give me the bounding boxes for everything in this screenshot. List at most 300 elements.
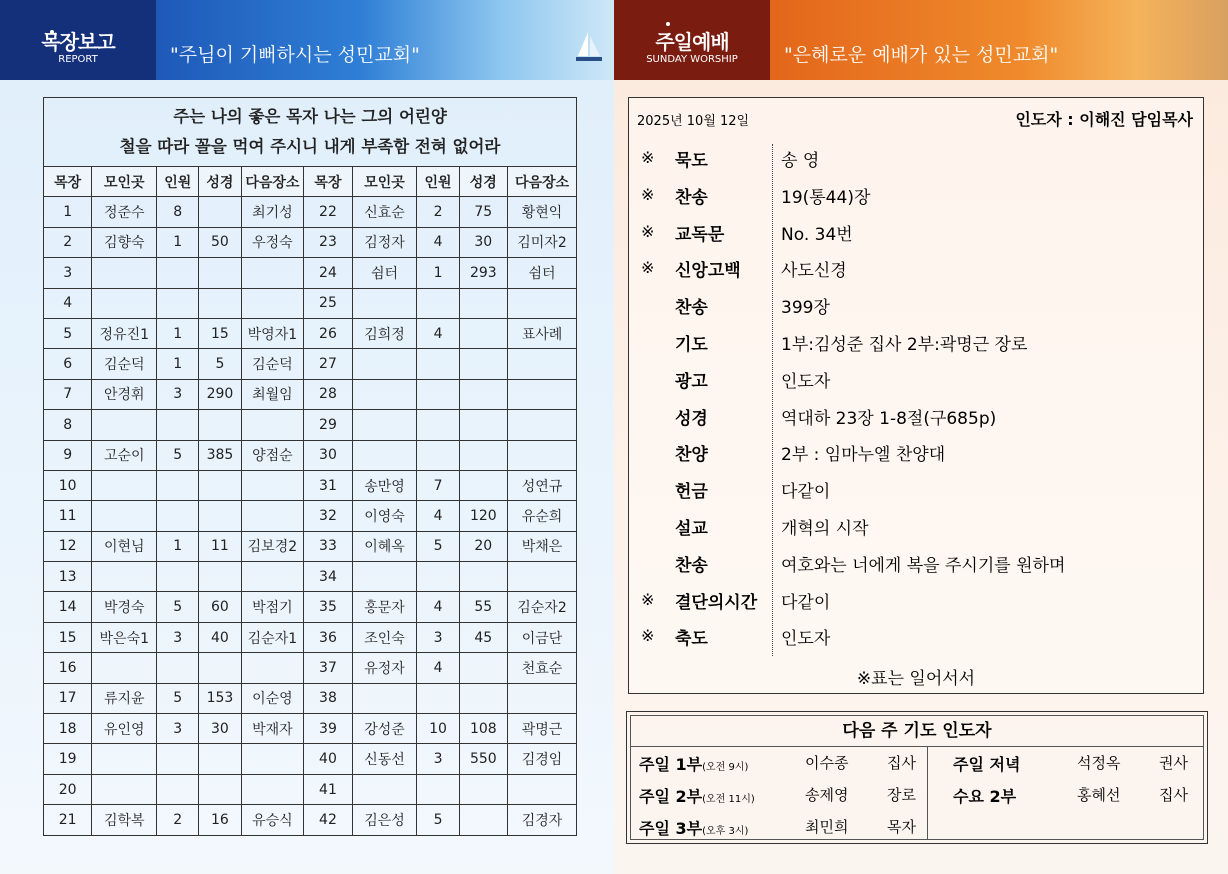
table-cell: 28 bbox=[304, 379, 352, 409]
table-cell: 15 bbox=[44, 622, 92, 652]
table-cell: 신동선 bbox=[352, 744, 417, 774]
table-cell: 김순자2 bbox=[507, 592, 576, 622]
table-row bbox=[44, 318, 577, 348]
program-value: 여호와는 너에게 복을 주시기를 원하며 bbox=[781, 555, 1066, 576]
report-header-row bbox=[44, 167, 577, 197]
table-cell: 14 bbox=[44, 592, 92, 622]
table-cell bbox=[157, 744, 199, 774]
table-cell bbox=[157, 501, 199, 531]
program-item bbox=[629, 324, 1203, 360]
table-row bbox=[44, 531, 577, 561]
table-row bbox=[44, 622, 577, 652]
table-cell: 45 bbox=[459, 622, 507, 652]
prayer-name: 최민희 bbox=[805, 818, 849, 836]
column-header: 목장 bbox=[44, 167, 92, 197]
worship-motto: "은혜로운 예배가 있는 성민교회" bbox=[784, 44, 1059, 66]
prayer-role: 목자 bbox=[887, 818, 916, 836]
table-row bbox=[44, 440, 577, 470]
table-cell bbox=[241, 288, 304, 318]
table-cell: 유승식 bbox=[241, 805, 304, 835]
program-label: 기도 bbox=[675, 335, 708, 355]
stand-mark: ※ bbox=[641, 221, 655, 241]
table-cell: 16 bbox=[199, 805, 241, 835]
table-cell: 5 bbox=[157, 683, 199, 713]
table-cell: 이순영 bbox=[241, 683, 304, 713]
table-cell: 60 bbox=[199, 592, 241, 622]
table-cell: 6 bbox=[44, 349, 92, 379]
table-cell: 17 bbox=[44, 683, 92, 713]
table-cell bbox=[92, 774, 157, 804]
table-cell: 김순덕 bbox=[92, 349, 157, 379]
table-cell bbox=[417, 288, 459, 318]
table-cell bbox=[352, 379, 417, 409]
table-cell bbox=[459, 288, 507, 318]
table-cell: 22 bbox=[304, 197, 352, 227]
table-cell bbox=[157, 258, 199, 288]
table-cell: 신효순 bbox=[352, 197, 417, 227]
table-cell: 성연규 bbox=[507, 470, 576, 500]
report-header-bar bbox=[156, 0, 614, 80]
program-label: 찬양 bbox=[675, 445, 708, 466]
table-row bbox=[44, 562, 577, 592]
table-cell: 8 bbox=[157, 197, 199, 227]
program-value: 인도자 bbox=[781, 629, 831, 650]
table-cell: 42 bbox=[304, 805, 352, 835]
worship-program bbox=[628, 97, 1204, 694]
table-cell: 550 bbox=[459, 744, 507, 774]
program-label: 찬송 bbox=[675, 298, 708, 319]
table-cell bbox=[459, 470, 507, 500]
table-cell bbox=[352, 410, 417, 440]
table-cell bbox=[199, 501, 241, 531]
table-cell: 4 bbox=[417, 592, 459, 622]
prayer-role: 집사 bbox=[887, 754, 916, 772]
table-cell bbox=[92, 562, 157, 592]
table-cell: 김순자1 bbox=[241, 622, 304, 652]
prayer-leaders-box bbox=[626, 711, 1208, 844]
table-cell: 24 bbox=[304, 258, 352, 288]
report-table bbox=[43, 97, 577, 836]
table-cell: 290 bbox=[199, 379, 241, 409]
table-cell bbox=[352, 288, 417, 318]
table-cell: 3 bbox=[44, 258, 92, 288]
table-row bbox=[44, 592, 577, 622]
table-cell bbox=[507, 774, 576, 804]
table-cell bbox=[352, 440, 417, 470]
prayer-name: 송제영 bbox=[805, 786, 849, 804]
program-value: 다같이 bbox=[781, 592, 831, 613]
table-cell bbox=[92, 470, 157, 500]
table-row bbox=[44, 379, 577, 409]
table-cell: 36 bbox=[304, 622, 352, 652]
column-header: 다음장소 bbox=[241, 167, 304, 197]
table-cell bbox=[199, 470, 241, 500]
table-cell: 홍문자 bbox=[352, 592, 417, 622]
table-row bbox=[44, 774, 577, 804]
program-item bbox=[629, 508, 1203, 544]
program-value: 19(통44)장 bbox=[781, 187, 871, 208]
table-cell: 33 bbox=[304, 531, 352, 561]
table-cell: 김정자 bbox=[352, 227, 417, 257]
table-cell: 30 bbox=[304, 440, 352, 470]
program-label: 신앙고백 bbox=[675, 261, 741, 282]
table-cell bbox=[459, 349, 507, 379]
table-cell: 최기성 bbox=[241, 197, 304, 227]
worship-badge-subtitle: SUNDAY WORSHIP bbox=[646, 54, 738, 65]
table-cell: 김향숙 bbox=[92, 227, 157, 257]
table-cell: 우정숙 bbox=[241, 227, 304, 257]
program-label: 광고 bbox=[675, 371, 708, 392]
table-cell bbox=[92, 258, 157, 288]
table-cell: 최월임 bbox=[241, 379, 304, 409]
table-cell: 김보경2 bbox=[241, 531, 304, 561]
table-cell: 10 bbox=[417, 714, 459, 744]
report-body bbox=[44, 197, 577, 835]
stand-mark: ※ bbox=[641, 148, 655, 167]
table-cell: 11 bbox=[199, 531, 241, 561]
program-label: 찬송 bbox=[675, 187, 708, 208]
table-cell: 1 bbox=[157, 227, 199, 257]
program-value: 인도자 bbox=[781, 371, 831, 392]
stand-mark: ※ bbox=[641, 626, 655, 646]
program-value: 399장 bbox=[781, 298, 830, 319]
table-cell bbox=[199, 258, 241, 288]
table-cell: 5 bbox=[157, 592, 199, 622]
table-cell: 34 bbox=[304, 562, 352, 592]
table-cell: 3 bbox=[157, 379, 199, 409]
stand-mark: ※ bbox=[641, 258, 655, 278]
table-cell bbox=[199, 744, 241, 774]
table-cell: 35 bbox=[304, 592, 352, 622]
program-label: 헌금 bbox=[675, 482, 708, 503]
table-cell bbox=[157, 653, 199, 683]
program-item bbox=[629, 287, 1203, 323]
program-item bbox=[629, 140, 1203, 176]
program-item bbox=[629, 545, 1203, 581]
table-cell bbox=[92, 744, 157, 774]
table-cell: 7 bbox=[44, 379, 92, 409]
prayer-divider bbox=[927, 746, 928, 839]
program-item bbox=[629, 250, 1203, 286]
table-cell: 10 bbox=[44, 470, 92, 500]
program-item bbox=[629, 471, 1203, 507]
service-name: 주일 3부 bbox=[639, 819, 703, 838]
program-item bbox=[629, 582, 1203, 618]
table-cell bbox=[507, 562, 576, 592]
report-title bbox=[44, 98, 577, 167]
table-cell bbox=[241, 653, 304, 683]
table-row bbox=[44, 288, 577, 318]
table-row bbox=[44, 197, 577, 227]
program-label: 묵도 bbox=[675, 151, 708, 171]
program-value: 송 영 bbox=[781, 151, 820, 171]
table-cell bbox=[157, 774, 199, 804]
table-cell: 9 bbox=[44, 440, 92, 470]
table-cell: 40 bbox=[199, 622, 241, 652]
column-header: 목장 bbox=[304, 167, 352, 197]
program-item bbox=[629, 177, 1203, 213]
table-cell: 4 bbox=[417, 501, 459, 531]
table-cell: 18 bbox=[44, 714, 92, 744]
program-value: 사도신경 bbox=[781, 261, 847, 282]
table-cell bbox=[459, 774, 507, 804]
prayer-name: 홍혜선 bbox=[1077, 786, 1121, 804]
sailboat-icon bbox=[574, 30, 604, 64]
service-time: (오전 9시) bbox=[702, 762, 749, 773]
standing-note: ※표는 일어서서 bbox=[856, 669, 976, 689]
table-cell: 38 bbox=[304, 683, 352, 713]
table-cell: 이영숙 bbox=[352, 501, 417, 531]
prayer-name: 이수종 bbox=[805, 754, 849, 772]
table-cell: 1 bbox=[157, 318, 199, 348]
table-cell bbox=[417, 683, 459, 713]
table-cell: 박재자 bbox=[241, 714, 304, 744]
table-cell: 20 bbox=[459, 531, 507, 561]
table-cell: 16 bbox=[44, 653, 92, 683]
table-cell: 유정자 bbox=[352, 653, 417, 683]
table-cell bbox=[199, 774, 241, 804]
table-cell: 293 bbox=[459, 258, 507, 288]
program-value: No. 34번 bbox=[781, 224, 853, 245]
program-value: 개혁의 시작 bbox=[781, 519, 869, 539]
table-cell bbox=[507, 683, 576, 713]
table-cell bbox=[241, 410, 304, 440]
program-item bbox=[629, 618, 1203, 654]
table-row bbox=[44, 349, 577, 379]
program-label: 찬송 bbox=[675, 555, 708, 576]
table-cell: 4 bbox=[44, 288, 92, 318]
program-value: 역대하 23장 1-8절(구685p) bbox=[781, 408, 997, 429]
table-cell bbox=[199, 410, 241, 440]
table-cell: 30 bbox=[459, 227, 507, 257]
table-cell: 송만영 bbox=[352, 470, 417, 500]
worship-header-bar bbox=[770, 0, 1228, 80]
table-cell: 15 bbox=[199, 318, 241, 348]
table-row bbox=[44, 714, 577, 744]
table-row bbox=[44, 501, 577, 531]
table-cell bbox=[92, 288, 157, 318]
table-cell: 31 bbox=[304, 470, 352, 500]
table-cell: 120 bbox=[459, 501, 507, 531]
report-title-line2: 철을 따라 꼴을 먹여 주시니 내게 부족함 전혀 없어라 bbox=[119, 137, 501, 156]
service-name: 주일 저녁 bbox=[953, 755, 1021, 774]
table-cell bbox=[157, 562, 199, 592]
table-cell: 강성준 bbox=[352, 714, 417, 744]
table-cell: 5 bbox=[417, 805, 459, 835]
table-cell: 정유진1 bbox=[92, 318, 157, 348]
table-cell: 박영자1 bbox=[241, 318, 304, 348]
service-name: 주일 2부 bbox=[639, 787, 703, 806]
table-cell bbox=[507, 288, 576, 318]
service-name: 주일 1부 bbox=[639, 755, 703, 774]
table-cell bbox=[157, 470, 199, 500]
table-cell bbox=[241, 470, 304, 500]
stand-mark: ※ bbox=[641, 184, 655, 204]
table-cell: 김순덕 bbox=[241, 349, 304, 379]
table-cell bbox=[241, 774, 304, 804]
table-cell bbox=[199, 197, 241, 227]
table-cell bbox=[417, 379, 459, 409]
table-cell: 3 bbox=[157, 622, 199, 652]
prayer-role: 장로 bbox=[887, 786, 916, 804]
table-cell: 27 bbox=[304, 349, 352, 379]
table-cell: 1 bbox=[157, 531, 199, 561]
table-cell: 쉼터 bbox=[352, 258, 417, 288]
table-cell bbox=[241, 744, 304, 774]
table-cell: 32 bbox=[304, 501, 352, 531]
table-cell bbox=[417, 410, 459, 440]
table-cell: 황현익 bbox=[507, 197, 576, 227]
report-title-line1: 주는 나의 좋은 목자 나는 그의 어린양 bbox=[173, 107, 447, 126]
table-cell: 류지윤 bbox=[92, 683, 157, 713]
program-label: 설교 bbox=[675, 519, 708, 539]
worship-badge-title: 주일예배 bbox=[655, 30, 729, 54]
table-cell bbox=[92, 410, 157, 440]
table-cell: 30 bbox=[199, 714, 241, 744]
table-cell bbox=[199, 562, 241, 592]
program-value: 다같이 bbox=[781, 482, 831, 503]
table-cell: 5 bbox=[417, 531, 459, 561]
table-cell bbox=[199, 653, 241, 683]
table-row bbox=[44, 744, 577, 774]
table-cell: 5 bbox=[157, 440, 199, 470]
table-cell: 이금단 bbox=[507, 622, 576, 652]
table-cell: 55 bbox=[459, 592, 507, 622]
program-item bbox=[629, 214, 1203, 250]
table-cell: 4 bbox=[417, 653, 459, 683]
program-value: 2부 : 임마누엘 찬양대 bbox=[781, 445, 946, 466]
report-motto: "주님이 기뻐하시는 성민교회" bbox=[170, 44, 420, 66]
table-cell bbox=[459, 805, 507, 835]
program-label: 축도 bbox=[675, 629, 708, 650]
table-cell bbox=[507, 410, 576, 440]
table-cell: 13 bbox=[44, 562, 92, 592]
report-badge-subtitle: REPORT bbox=[58, 54, 98, 65]
table-cell bbox=[417, 562, 459, 592]
table-cell: 곽명근 bbox=[507, 714, 576, 744]
table-cell: 박은숙1 bbox=[92, 622, 157, 652]
table-cell bbox=[459, 653, 507, 683]
table-cell: 박점기 bbox=[241, 592, 304, 622]
table-cell bbox=[241, 258, 304, 288]
stand-mark: ※ bbox=[641, 589, 655, 609]
table-cell bbox=[241, 501, 304, 531]
table-cell: 11 bbox=[44, 501, 92, 531]
table-cell: 이현님 bbox=[92, 531, 157, 561]
table-cell: 고순이 bbox=[92, 440, 157, 470]
table-cell: 양점순 bbox=[241, 440, 304, 470]
table-cell bbox=[507, 379, 576, 409]
program-label: 결단의시간 bbox=[675, 592, 758, 613]
table-cell: 김학복 bbox=[92, 805, 157, 835]
prayer-role: 권사 bbox=[1159, 754, 1188, 772]
program-item bbox=[629, 434, 1203, 470]
program-item bbox=[629, 361, 1203, 397]
table-cell bbox=[417, 440, 459, 470]
table-cell bbox=[417, 774, 459, 804]
report-badge-title: 목장보고 bbox=[41, 30, 115, 54]
table-cell: 23 bbox=[304, 227, 352, 257]
table-cell: 39 bbox=[304, 714, 352, 744]
table-cell: 김경자 bbox=[507, 805, 576, 835]
table-row bbox=[44, 470, 577, 500]
table-cell bbox=[241, 562, 304, 592]
table-cell bbox=[352, 349, 417, 379]
table-cell: 표사례 bbox=[507, 318, 576, 348]
table-cell: 유순희 bbox=[507, 501, 576, 531]
table-row bbox=[44, 227, 577, 257]
column-header: 인원 bbox=[157, 167, 199, 197]
column-header: 모인곳 bbox=[92, 167, 157, 197]
table-cell bbox=[352, 774, 417, 804]
table-cell: 정준수 bbox=[92, 197, 157, 227]
table-cell: 1 bbox=[157, 349, 199, 379]
table-row bbox=[44, 258, 577, 288]
service-time: (오전 11시) bbox=[702, 794, 755, 805]
program-label: 교독문 bbox=[675, 224, 725, 245]
table-cell: 5 bbox=[44, 318, 92, 348]
report-badge bbox=[0, 0, 156, 80]
table-cell: 2 bbox=[417, 197, 459, 227]
table-cell: 3 bbox=[417, 622, 459, 652]
table-cell: 이혜옥 bbox=[352, 531, 417, 561]
table-cell: 5 bbox=[199, 349, 241, 379]
table-cell: 29 bbox=[304, 410, 352, 440]
table-cell: 40 bbox=[304, 744, 352, 774]
table-cell: 김희정 bbox=[352, 318, 417, 348]
table-cell: 21 bbox=[44, 805, 92, 835]
table-cell: 7 bbox=[417, 470, 459, 500]
column-header: 성경 bbox=[459, 167, 507, 197]
column-header: 인원 bbox=[417, 167, 459, 197]
table-cell: 박경숙 bbox=[92, 592, 157, 622]
table-row bbox=[44, 410, 577, 440]
table-cell: 4 bbox=[417, 227, 459, 257]
table-cell: 유인영 bbox=[92, 714, 157, 744]
table-cell: 천효순 bbox=[507, 653, 576, 683]
table-cell: 1 bbox=[44, 197, 92, 227]
column-header: 성경 bbox=[199, 167, 241, 197]
table-cell bbox=[199, 288, 241, 318]
worship-badge bbox=[614, 0, 770, 80]
table-cell: 385 bbox=[199, 440, 241, 470]
table-cell bbox=[157, 288, 199, 318]
table-cell: 25 bbox=[304, 288, 352, 318]
worship-date: 2025년 10월 12일 bbox=[637, 114, 750, 129]
program-label: 성경 bbox=[675, 408, 708, 429]
table-cell: 2 bbox=[157, 805, 199, 835]
table-cell: 12 bbox=[44, 531, 92, 561]
table-cell: 19 bbox=[44, 744, 92, 774]
table-cell: 4 bbox=[417, 318, 459, 348]
table-cell: 2 bbox=[44, 227, 92, 257]
table-cell: 26 bbox=[304, 318, 352, 348]
table-row bbox=[44, 683, 577, 713]
table-cell: 153 bbox=[199, 683, 241, 713]
table-cell: 김미자2 bbox=[507, 227, 576, 257]
table-cell: 쉼터 bbox=[507, 258, 576, 288]
table-cell: 75 bbox=[459, 197, 507, 227]
table-cell bbox=[459, 683, 507, 713]
column-header: 다음장소 bbox=[507, 167, 576, 197]
table-cell bbox=[352, 562, 417, 592]
table-cell bbox=[459, 318, 507, 348]
table-cell bbox=[507, 349, 576, 379]
table-cell: 박채은 bbox=[507, 531, 576, 561]
table-cell bbox=[459, 410, 507, 440]
prayer-role: 집사 bbox=[1159, 786, 1188, 804]
service-name: 수요 2부 bbox=[953, 787, 1017, 806]
